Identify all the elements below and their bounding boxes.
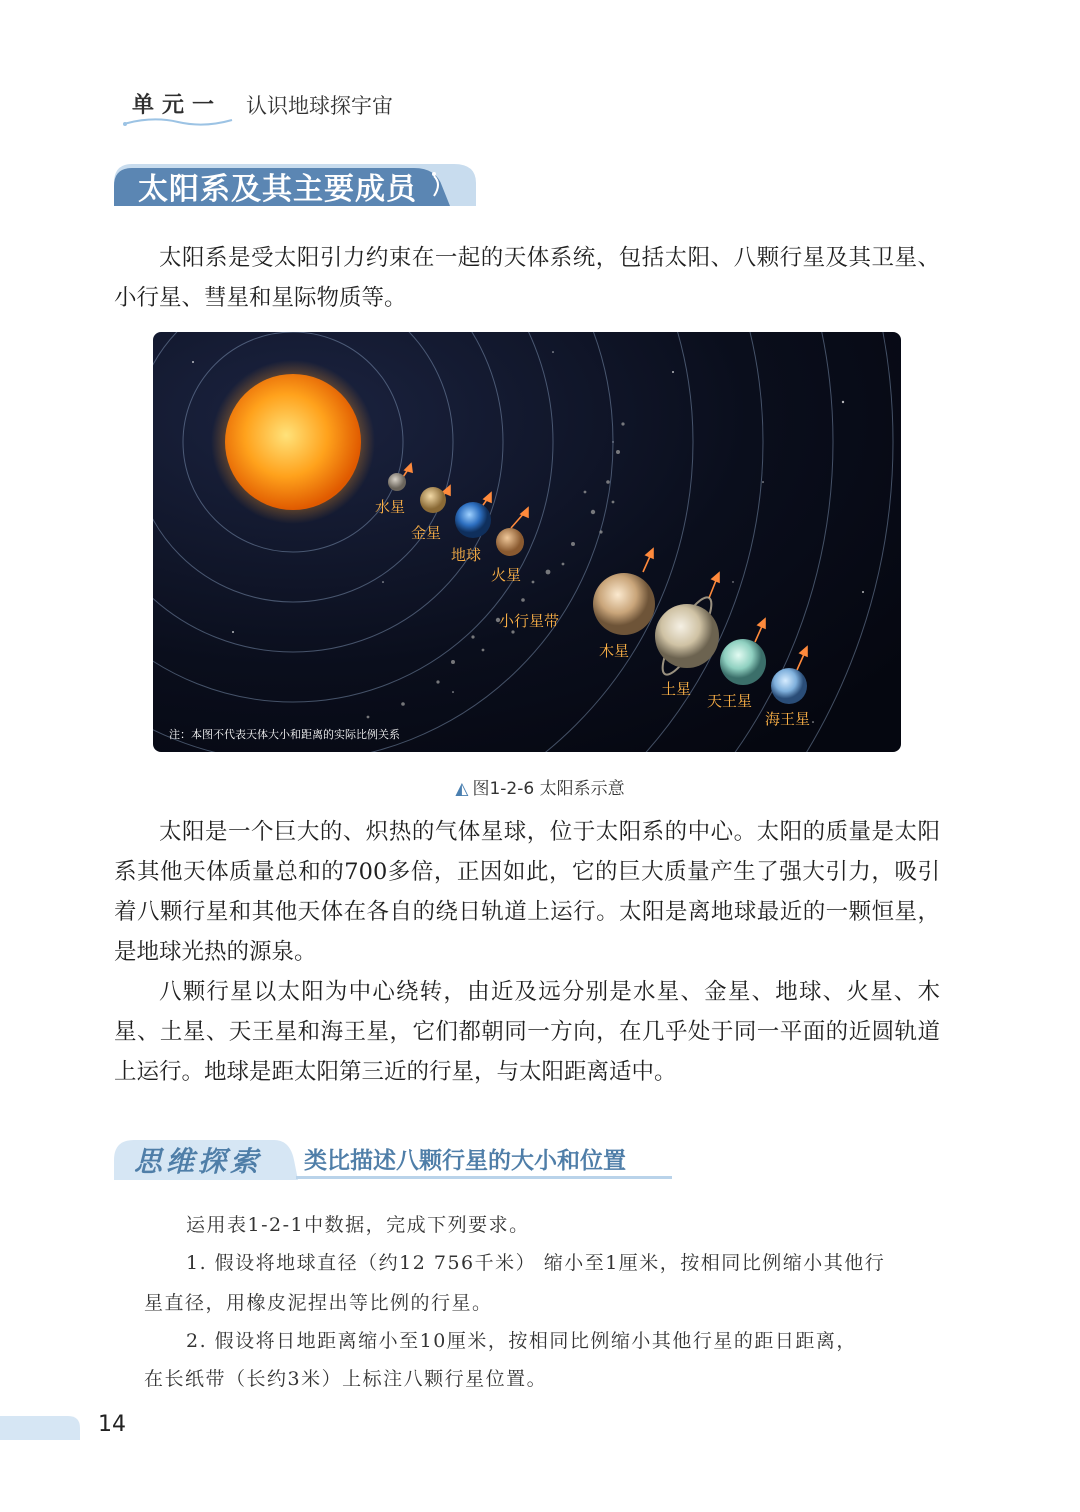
label-earth: 地球 bbox=[451, 546, 482, 564]
paragraph-sun: 太阳是一个巨大的、炽热的气体星球，位于太阳系的中心。太阳的质量是太阳系其他天体质量总和的700多倍，正因如此，它的巨大质量产生了强大引力，吸引着八颗行星和其他天体在各自的绕日轨道上运行。太阳是离地球最近的一颗恒星，是地球光热的源泉。 bbox=[114, 819, 940, 965]
uranus-icon bbox=[720, 639, 766, 685]
saturn-icon bbox=[655, 604, 719, 668]
paragraph-planets: 八颗行星以太阳为中心绕转，由近及远分别是水星、金星、地球、火星、木星、土星、天王星和海王星，它们都朝同一方向，在几乎处于同一平面的近圆轨道上运行。地球是距太阳第三近的行星，与太阳距离适中。 bbox=[114, 979, 940, 1085]
solar-system-illustration bbox=[153, 332, 901, 752]
task-intro: 运用表1-2-1中数据，完成下列要求。 bbox=[186, 1214, 530, 1236]
thinking-banner bbox=[114, 1136, 674, 1184]
caption-text: 图1-2-6 太阳系示意 bbox=[472, 779, 625, 799]
label-mars: 火星 bbox=[491, 566, 522, 584]
figure-caption bbox=[0, 774, 1080, 799]
task-2-line-2: 在长纸带（长约3米）上标注八颗行星位置。 bbox=[144, 1368, 548, 1390]
unit-underline-decoration bbox=[122, 114, 234, 130]
label-asteroid-belt: 小行星带 bbox=[499, 612, 560, 630]
mercury-icon bbox=[388, 473, 406, 491]
mars-icon bbox=[496, 528, 524, 556]
unit-label: 单元一 bbox=[132, 93, 223, 118]
venus-icon bbox=[420, 487, 446, 513]
unit-title: 认识地球探宇宙 bbox=[246, 94, 393, 118]
task-1-line-1: 1. 假设将地球直径（约12 756千米） 缩小至1厘米，按相同比例缩小其他行 bbox=[186, 1252, 886, 1274]
label-uranus: 天王星 bbox=[707, 692, 753, 710]
figure-note: 注：本图不代表天体大小和距离的实际比例关系 bbox=[169, 728, 400, 741]
page-tab-decoration bbox=[0, 1416, 80, 1440]
label-jupiter: 木星 bbox=[599, 642, 630, 660]
sun-icon bbox=[225, 374, 361, 510]
solar-system-figure bbox=[153, 332, 901, 752]
caption-marker-icon: ◭ bbox=[455, 779, 469, 799]
label-neptune: 海王星 bbox=[765, 710, 811, 728]
thinking-label: 思维探索 bbox=[134, 1145, 263, 1178]
earth-icon bbox=[455, 502, 491, 538]
label-mercury: 水星 bbox=[375, 498, 406, 516]
intro-paragraph: 太阳系是受太阳引力约束在一起的天体系统，包括太阳、八颗行星及其卫星、小行星、彗星和星际物质等。 bbox=[114, 245, 940, 311]
label-saturn: 土星 bbox=[661, 680, 692, 698]
page-number: 14 bbox=[98, 1412, 126, 1437]
label-venus: 金星 bbox=[411, 524, 442, 542]
task-2-line-1: 2. 假设将日地距离缩小至10厘米，按相同比例缩小其他行星的距日距离， bbox=[186, 1330, 857, 1352]
neptune-icon bbox=[771, 668, 807, 704]
jupiter-icon bbox=[593, 573, 655, 635]
thinking-title: 类比描述八颗行星的大小和位置 bbox=[304, 1148, 626, 1174]
section-title: 太阳系及其主要成员 bbox=[138, 172, 417, 207]
section-banner bbox=[114, 158, 476, 208]
task-1-line-2: 星直径，用橡皮泥捏出等比例的行星。 bbox=[144, 1292, 493, 1314]
